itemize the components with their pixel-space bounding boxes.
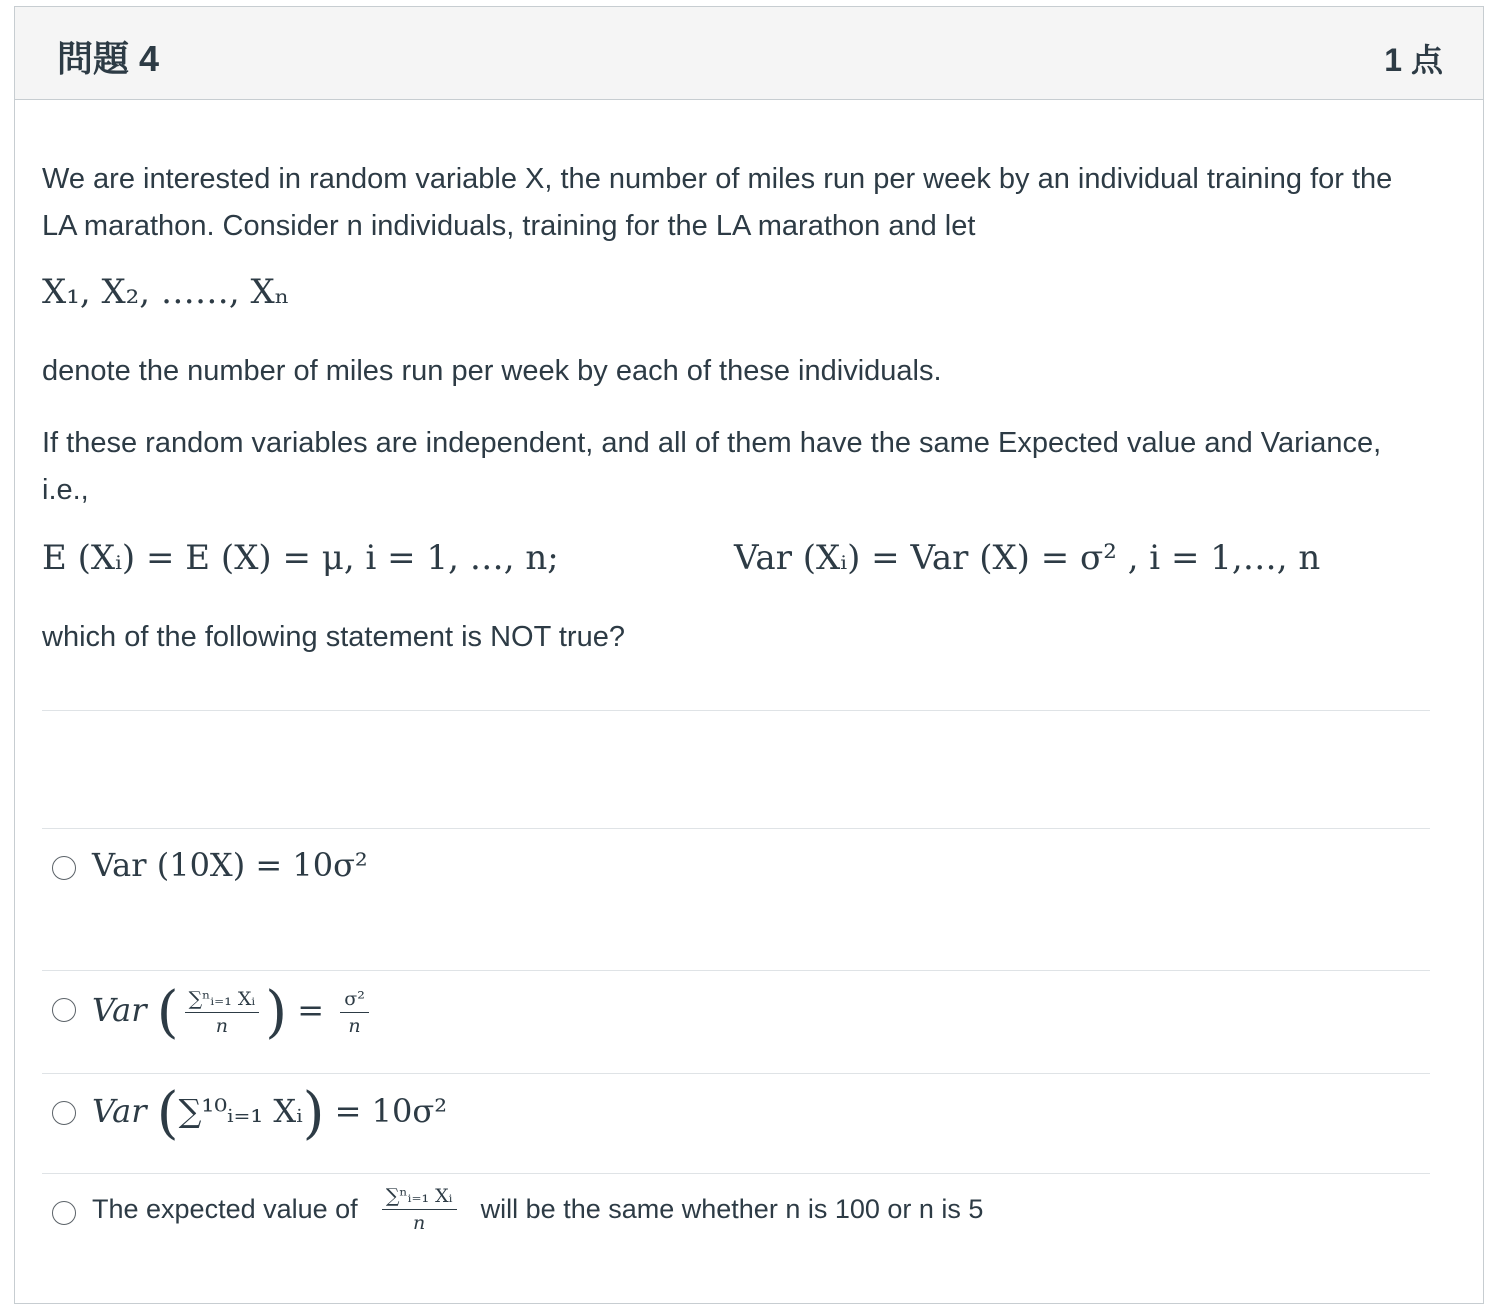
radio-button[interactable] (52, 856, 76, 880)
question-intro: We are interested in random variable X, the number of miles run per week by an individual training for the LA marathon. Consider n individuals, training for the LA marathon and let (42, 163, 1393, 242)
answer-3-formula (92, 1081, 447, 1146)
rhs-fraction (340, 988, 369, 1037)
answer-4-prefix: The expected value of (92, 1194, 358, 1224)
answer-option-2[interactable] (42, 970, 1430, 1072)
fraction-numerator: ∑ⁿᵢ₌₁ Xᵢ (185, 988, 260, 1013)
answer-4-suffix: will be the same whether n is 100 or n is 5 (480, 1194, 984, 1224)
left-paren: ( (156, 980, 179, 1045)
right-paren: ) (302, 1081, 325, 1146)
var-label: Var (92, 991, 147, 1029)
answer-4-content (92, 1185, 983, 1234)
sequence-formula: X₁, X₂, ……, Xₙ (42, 272, 290, 312)
right-paren: ) (265, 980, 288, 1045)
divider (42, 710, 1430, 711)
fraction-numerator: ∑ⁿᵢ₌₁ Xᵢ (382, 1185, 457, 1210)
fraction-denominator: n (413, 1212, 426, 1234)
variance-formula: Var (Xᵢ) = Var (X) = σ² , i = 1,…, n (734, 538, 1321, 578)
condition-text: If these random variables are independent, and all of them have the same Expected value and Variance, i.e., (42, 427, 1382, 506)
sum-expression: ∑¹⁰ᵢ₌₁ Xᵢ (178, 1092, 303, 1130)
rhs-numerator: σ² (340, 988, 369, 1013)
answer-2-formula (92, 980, 375, 1045)
rhs-denominator: n (348, 1015, 361, 1037)
answer-option-4[interactable] (42, 1173, 1430, 1273)
radio-button[interactable] (52, 1101, 76, 1125)
fraction-denominator: n (215, 1015, 229, 1037)
expectation-formula: E (Xᵢ) = E (X) = μ, i = 1, …, n; (42, 538, 559, 578)
question-header (15, 7, 1483, 100)
question-title: 問題 4 (57, 38, 160, 79)
question-points: 1 点 (1384, 42, 1443, 78)
fraction (382, 1185, 457, 1234)
left-paren: ( (156, 1081, 179, 1146)
answer-option-3[interactable] (42, 1073, 1430, 1173)
radio-button[interactable] (52, 1201, 76, 1225)
denote-text: denote the number of miles run per week by each of these individuals. (42, 355, 942, 387)
fraction (185, 988, 260, 1037)
question-prompt: which of the following statement is NOT true? (42, 621, 625, 653)
var-label: Var (92, 1092, 147, 1130)
rhs-value: = 10σ² (334, 1092, 448, 1130)
answer-1-formula: Var (10X) = 10σ² (92, 846, 368, 884)
equals-sign: = (297, 991, 325, 1029)
radio-button[interactable] (52, 998, 76, 1022)
answer-option-1[interactable] (42, 828, 1430, 970)
